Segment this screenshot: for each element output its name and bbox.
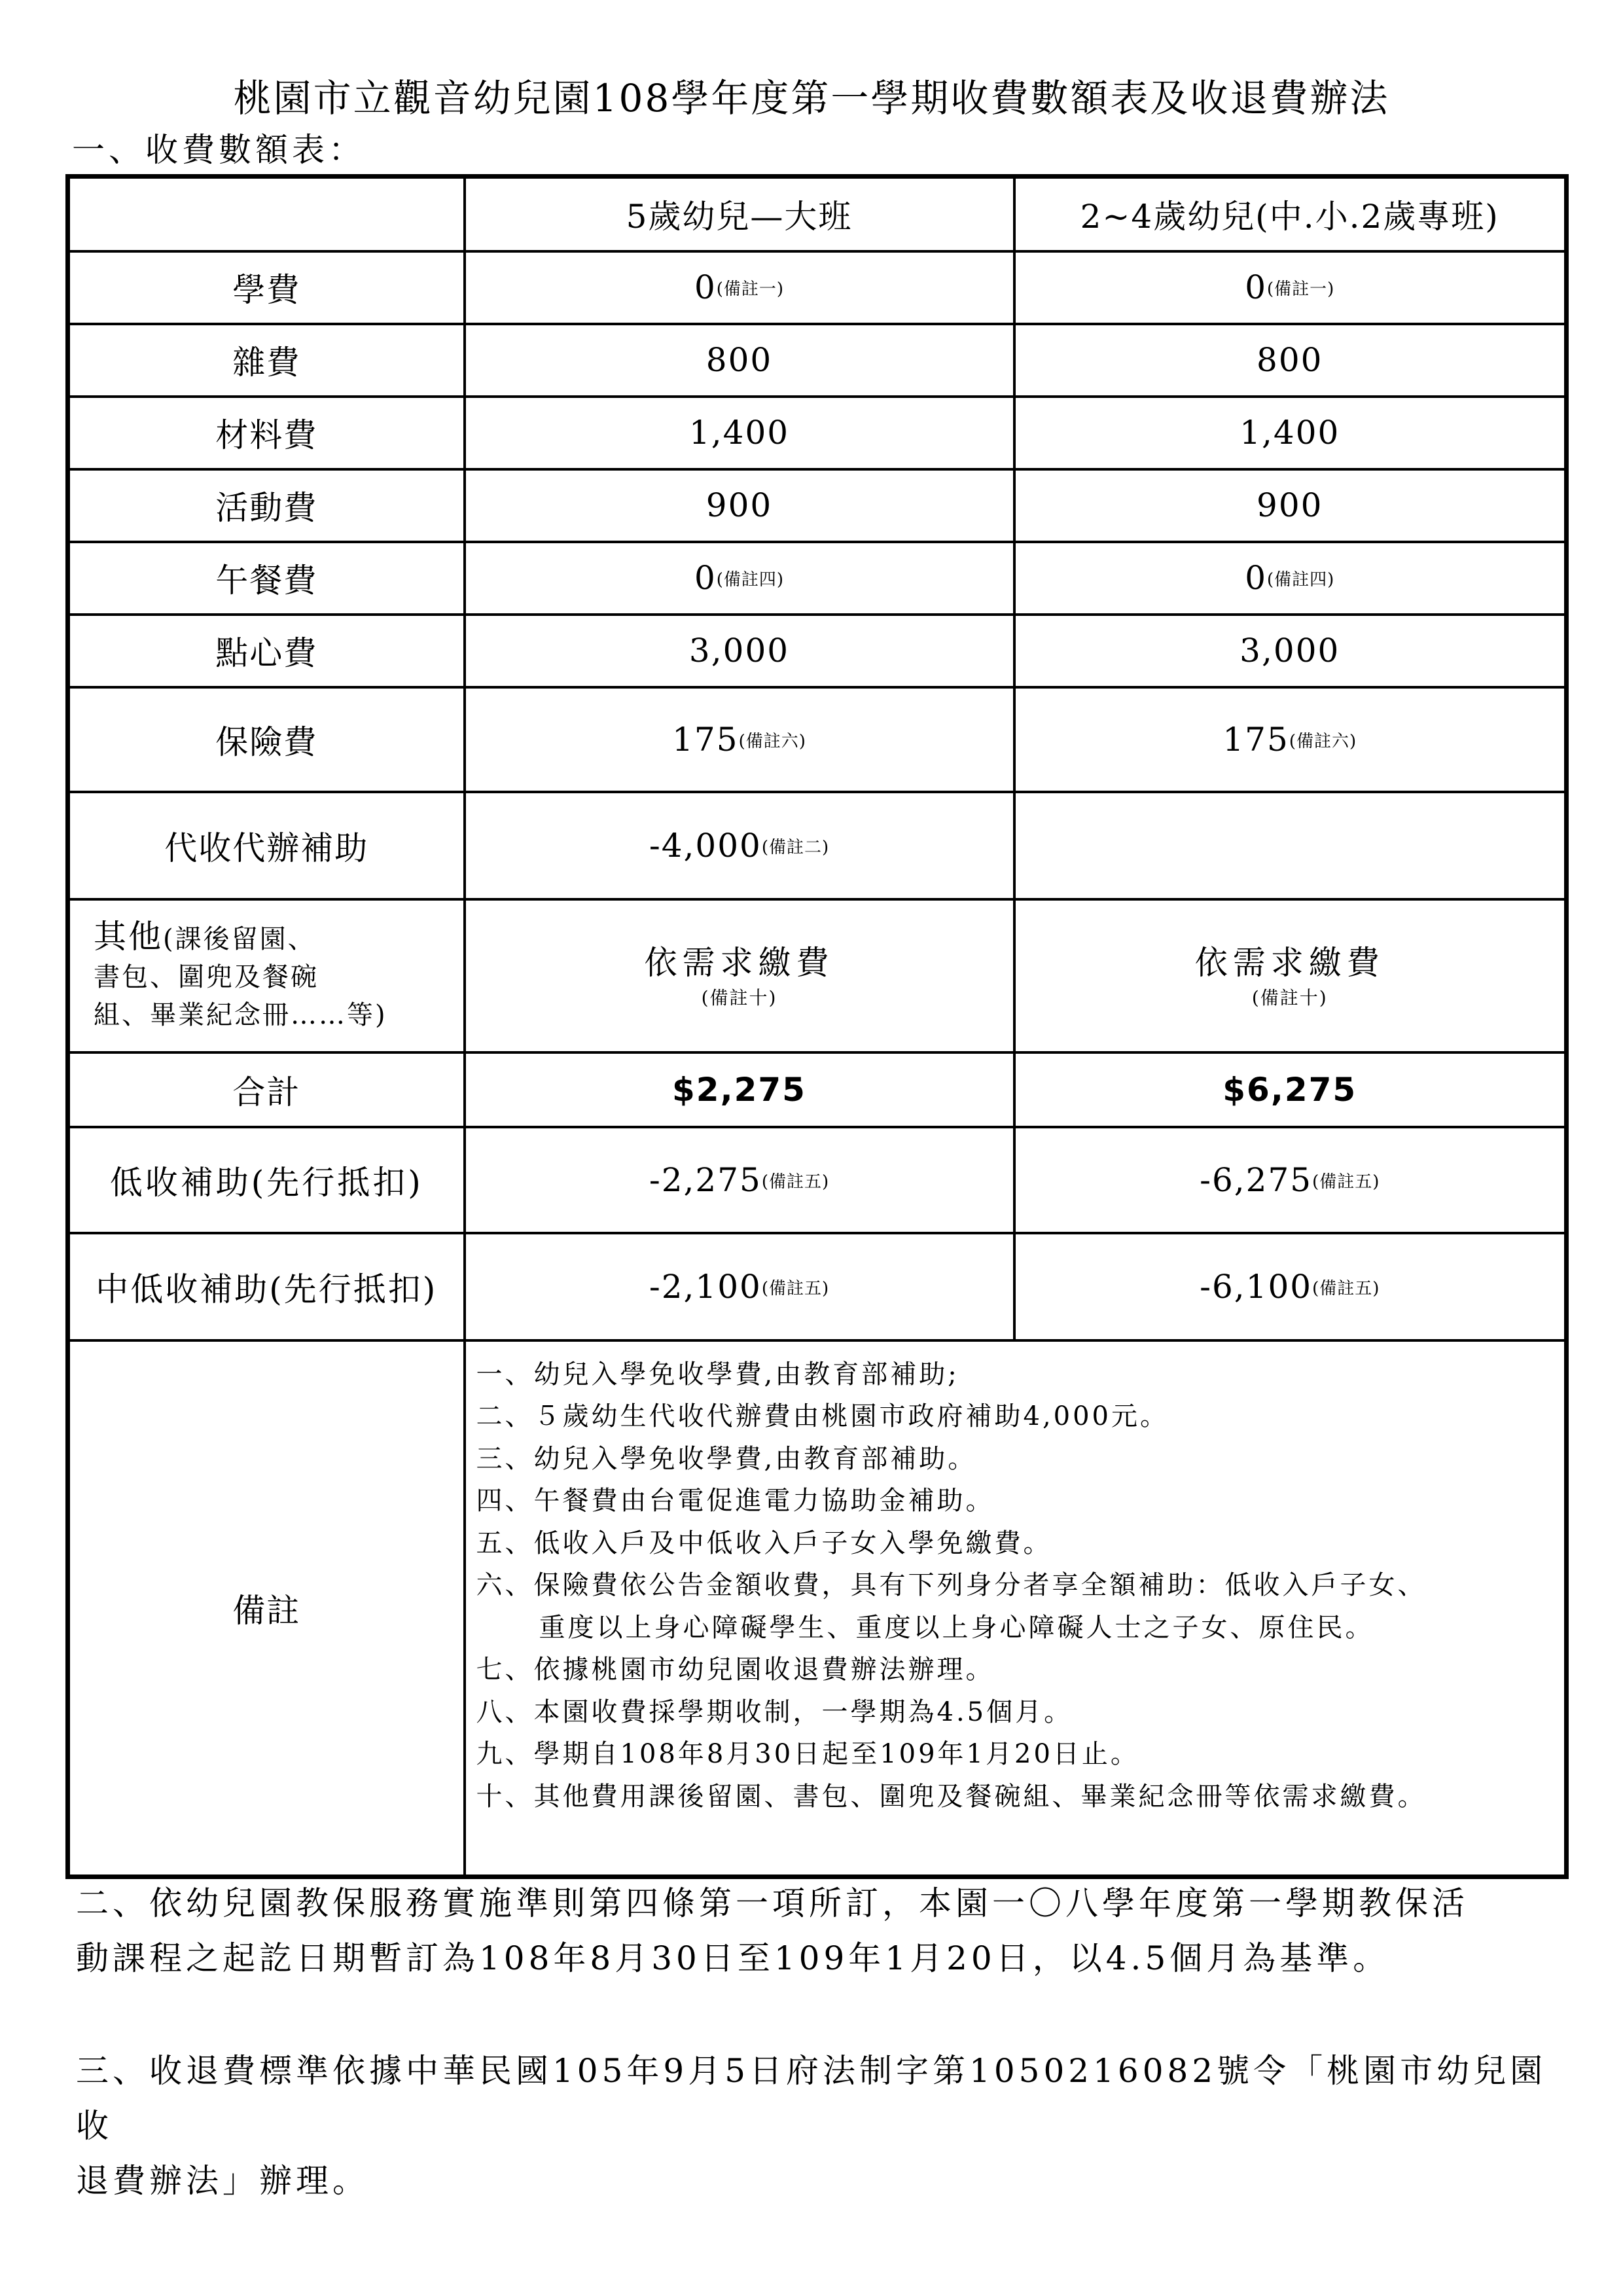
header-col-2to4yr: 2~4歲幼兒(中.小.2歲專班) (1014, 177, 1567, 251)
section1-heading: 一、收費數額表： (72, 131, 365, 169)
value-cell: 1,400 (465, 397, 1014, 469)
row-label: 材料費 (68, 397, 465, 469)
value-cell: 依需求繳費 (備註十) (1014, 899, 1567, 1052)
value-cell: 900 (465, 469, 1014, 542)
document-title: 桃園市立觀音幼兒園108學年度第一學期收費數額表及收退費辦法 (233, 76, 1390, 120)
table-row-other (68, 899, 1567, 1052)
table-row-mid-low-income (68, 1233, 1567, 1340)
row-label-total: 合計 (68, 1052, 465, 1127)
value-cell: 3,000 (465, 615, 1014, 687)
row-label-low-income: 低收補助(先行抵扣) (68, 1127, 465, 1233)
table-header-row (68, 177, 1567, 251)
note-ref: (備註五) (761, 1172, 830, 1192)
section2-paragraph: 二、依幼兒園教保服務實施準則第四條第一項所訂，本園一〇八學年度第一學期教保活 動課程之起訖日期暫訂為108年8月30日至109年1月20日，以4.5個月為基準。 (76, 1884, 1469, 1977)
note-ref: (備註四) (1267, 570, 1335, 590)
fee-table (65, 174, 1569, 1879)
value-cell (1014, 792, 1567, 899)
value-cell: -2,100(備註五) (465, 1233, 1014, 1340)
note-item: 十、其他費用課後留園、書包、圍兜及餐碗組、畢業紀念冊等依需求繳費。 (476, 1781, 1427, 1812)
note-ref: (備註十) (701, 986, 777, 1009)
value-cell: 依需求繳費 (備註十) (465, 899, 1014, 1052)
section3-paragraph: 三、收退費標準依據中華民國105年9月5日府法制字第1050216082號令「桃園市幼兒園收 退費辦法」辦理。 (76, 2052, 1547, 2200)
value-cell: -4,000(備註二) (465, 792, 1014, 899)
table-row-notes (68, 1340, 1567, 1877)
row-label: 代收代辦補助 (68, 792, 465, 899)
value-cell: 1,400 (1014, 397, 1567, 469)
total-value: $2,275 (465, 1052, 1014, 1127)
note-ref: (備註二) (761, 837, 830, 857)
value-cell: 0(備註四) (1014, 542, 1567, 615)
notes-list (476, 1354, 1565, 1818)
row-label: 活動費 (68, 469, 465, 542)
table-row (68, 324, 1567, 397)
note-item: 九、學期自108年8月30日起至109年1月20日止。 (476, 1739, 1139, 1769)
note-ref: (備註六) (1289, 731, 1357, 751)
value-cell: 3,000 (1014, 615, 1567, 687)
note-item: 六、保險費依公告金額收費，具有下列身分者享全額補助：低收入戶子女、 重度以上身心障礙學生、重度以上身心障礙人士之子女、原住民。 (476, 1564, 1565, 1649)
note-item: 七、依據桃園市幼兒園收退費辦法辦理。 (476, 1655, 995, 1685)
note-item: 三、幼兒入學免收學費,由教育部補助。 (476, 1443, 977, 1474)
value-cell: 900 (1014, 469, 1567, 542)
table-row (68, 615, 1567, 687)
value-cell: 800 (1014, 324, 1567, 397)
note-item: 八、本園收費採學期收制，一學期為4.5個月。 (476, 1696, 1073, 1727)
note-item-continuation: 重度以上身心障礙學生、重度以上身心障礙人士之子女、原住民。 (539, 1612, 1374, 1643)
note-item: 四、午餐費由台電促進電力協助金補助。 (476, 1486, 995, 1516)
table-row (68, 542, 1567, 615)
header-blank-cell (68, 177, 465, 251)
value-cell: 0(備註一) (465, 251, 1014, 324)
note-ref: (備註五) (1312, 1172, 1380, 1192)
note-ref: (備註六) (738, 731, 806, 751)
note-ref: (備註四) (716, 570, 785, 590)
notes-cell (465, 1340, 1567, 1877)
note-ref: (備註十) (1251, 986, 1328, 1009)
table-row (68, 687, 1567, 792)
value-cell: 0(備註四) (465, 542, 1014, 615)
row-label: 午餐費 (68, 542, 465, 615)
table-row (68, 251, 1567, 324)
note-item: 一、幼兒入學免收學費,由教育部補助; (476, 1359, 959, 1390)
row-label-other: 其他(課後留園、 書包、圍兜及餐碗 組、畢業紀念冊……等) (68, 899, 465, 1052)
table-row (68, 792, 1567, 899)
value-cell: 800 (465, 324, 1014, 397)
value-cell: 175(備註六) (465, 687, 1014, 792)
value-cell: -6,275(備註五) (1014, 1127, 1567, 1233)
value-cell: 175(備註六) (1014, 687, 1567, 792)
row-label: 點心費 (68, 615, 465, 687)
note-ref: (備註一) (1267, 279, 1335, 299)
total-value: $6,275 (1014, 1052, 1567, 1127)
row-label: 雜費 (68, 324, 465, 397)
header-col-5yr: 5歲幼兒—大班 (465, 177, 1014, 251)
value-cell: 0(備註一) (1014, 251, 1567, 324)
value-cell: -2,275(備註五) (465, 1127, 1014, 1233)
note-item: 二、５歲幼生代收代辦費由桃園市政府補助4,000元。 (476, 1401, 1169, 1431)
note-item: 五、低收入戶及中低收入戶子女入學免繳費。 (476, 1528, 1052, 1558)
row-label-mid-low-income: 中低收補助(先行抵扣) (68, 1233, 465, 1340)
row-label-notes: 備註 (68, 1340, 465, 1877)
table-row-total (68, 1052, 1567, 1127)
row-label: 學費 (68, 251, 465, 324)
note-ref: (備註一) (716, 279, 785, 299)
table-row (68, 397, 1567, 469)
note-ref: (備註五) (1312, 1278, 1380, 1299)
note-ref: (備註五) (761, 1278, 830, 1299)
table-row-low-income (68, 1127, 1567, 1233)
value-cell: -6,100(備註五) (1014, 1233, 1567, 1340)
row-label: 保險費 (68, 687, 465, 792)
table-row (68, 469, 1567, 542)
